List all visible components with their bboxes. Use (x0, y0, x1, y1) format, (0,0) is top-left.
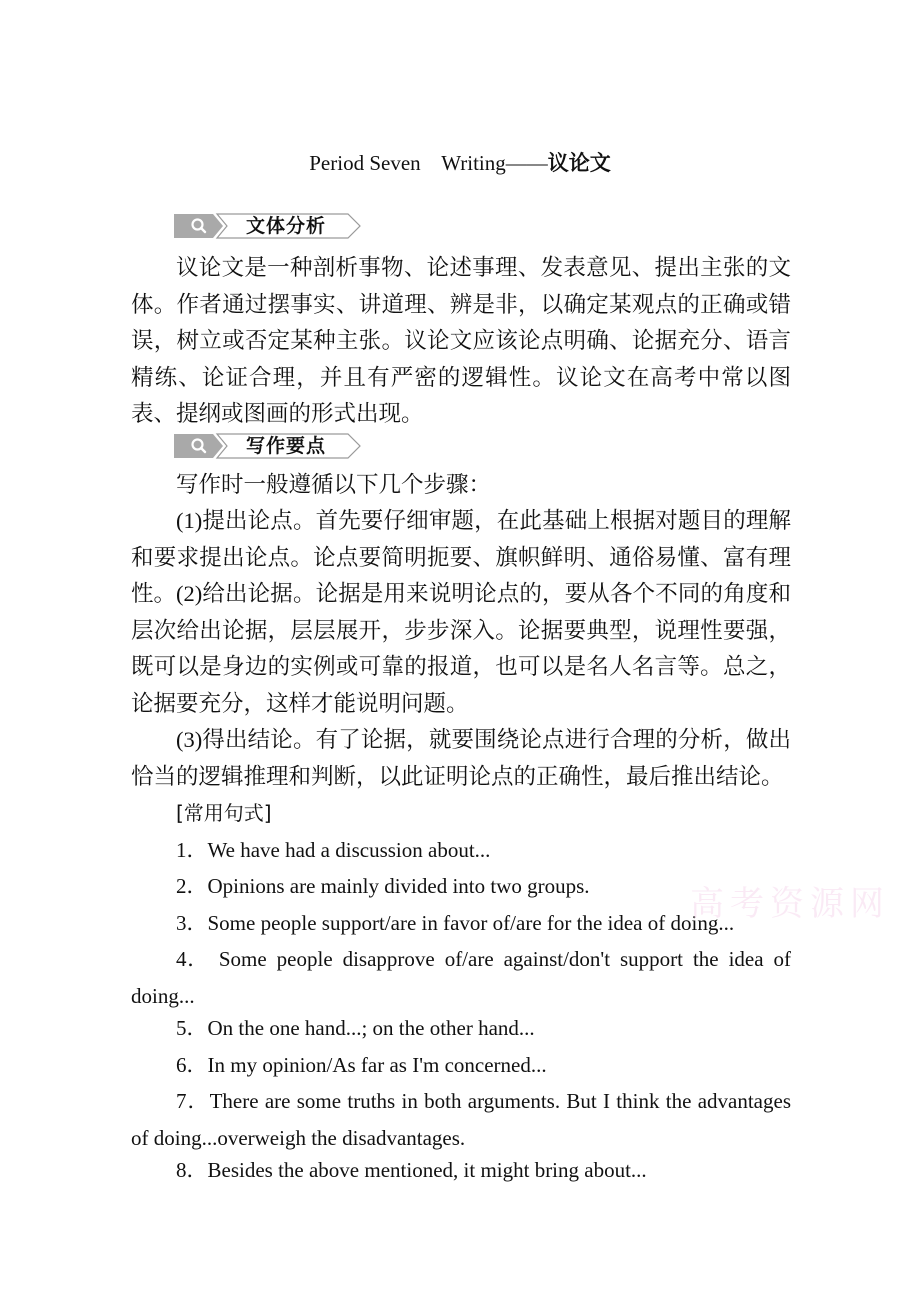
sentence-item: 4． Some people disapprove of/are against/don't support the idea of doing... (131, 947, 791, 1008)
sentence-item: 8．Besides the above mentioned, it might bring about... (176, 1158, 647, 1182)
magnifier-icon (190, 437, 208, 455)
sentence-item: 1．We have had a discussion about... (176, 838, 491, 862)
section-badge-label: 文体分析 (245, 215, 326, 237)
step-1: (1)提出论点。首先要仔细审题，在此基础上根据对题目的理解和要求提出论点。论点要简明扼要、旗帜鲜明、通俗易懂、富有理性。 (131, 508, 791, 606)
page-title-en: Period Seven Writing—— (309, 151, 548, 175)
page-title-cn: 议论文 (547, 151, 611, 175)
sentence-item: 7．There are some truths in both arguments. But I think the advantages of doing...overweigh the disadvantages. (131, 1089, 791, 1150)
sentence-item: 6．In my opinion/As far as I'm concerned... (176, 1053, 547, 1077)
common-sentences-heading: [常用句式] (176, 801, 272, 825)
genre-analysis-paragraph: 议论文是一种剖析事物、论述事理、发表意见、提出主张的文体。作者通过摆事实、讲道理、辨是非，以确定某观点的正确或错误，树立或否定某种主张。议论文应该论点明确、论据充分、语言精练、论证合理，并且有严密的逻辑性。议论文在高考中常以图表、提纲或图画的形式出现。 (131, 255, 791, 426)
sentence-item: 3．Some people support/are in favor of/are for the idea of doing... (176, 911, 735, 935)
sentence-item: 5．On the one hand...; on the other hand... (176, 1016, 535, 1040)
page-title (0, 148, 920, 178)
watermark: 高考资源网 (690, 884, 890, 924)
step-3: (3)得出结论。有了论据，就要围绕论点进行合理的分析，做出恰当的逻辑推理和判断，以此证明论点的正确性，最后推出结论。 (131, 727, 791, 789)
step-2: (2)给出论据。论据是用来说明论点的，要从各个不同的角度和层次给出论据，层层展开，步步深入。论据要典型，说理性要强，既可以是身边的实例或可靠的报道，也可以是名人名言等。总之，论据要充分，这样才能说明问题。 (131, 581, 791, 716)
section-badge-genre-analysis (173, 213, 363, 239)
sentence-item: 2．Opinions are mainly divided into two groups. (176, 874, 590, 898)
section-badge-label: 写作要点 (245, 435, 326, 457)
section-badge-writing-points (173, 433, 363, 459)
steps-intro: 写作时一般遵循以下几个步骤： (176, 472, 492, 497)
magnifier-icon (190, 217, 208, 235)
